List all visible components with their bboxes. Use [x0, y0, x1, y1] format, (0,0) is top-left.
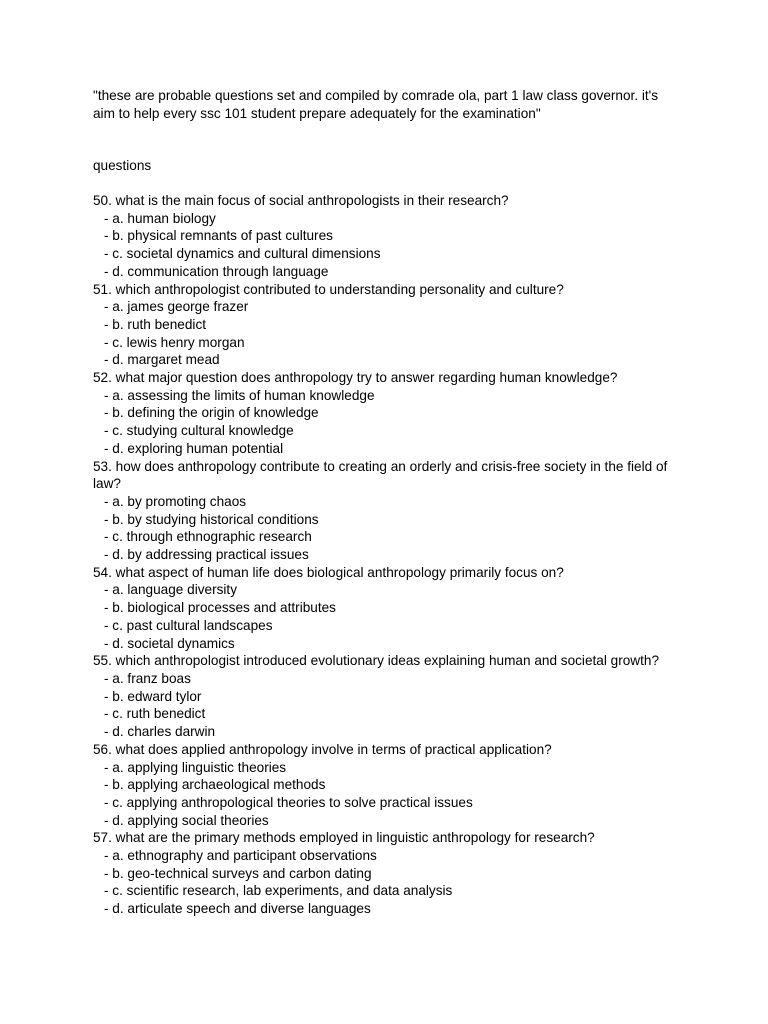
question-text: 57. what are the primary methods employed in linguistic anthropology for research? [93, 830, 595, 846]
question-text: 53. how does anthropology contribute to creating an orderly and crisis-free society in the field of law? [93, 458, 668, 492]
question-52 [93, 369, 673, 458]
option-d: - d. margaret mead [104, 352, 220, 368]
option-b: - b. applying archaeological methods [104, 777, 326, 793]
question-text: 56. what does applied anthropology involve in terms of practical application? [93, 741, 552, 757]
option-b: - b. defining the origin of knowledge [104, 405, 319, 421]
option-a: - a. applying linguistic theories [104, 759, 287, 775]
option-b: - b. physical remnants of past cultures [104, 228, 333, 244]
question-50 [93, 192, 673, 281]
question-56 [93, 741, 673, 830]
option-b: - b. ruth benedict [104, 316, 207, 332]
questions-heading: questions [93, 158, 152, 173]
option-c: - c. past cultural landscapes [104, 617, 273, 633]
option-b: - b. edward tylor [104, 688, 202, 704]
question-text: 51. which anthropologist contributed to understanding personality and culture? [93, 281, 564, 297]
option-a: - a. franz boas [104, 670, 191, 686]
option-d: - d. articulate speech and diverse languages [104, 901, 371, 917]
question-text: 52. what major question does anthropology try to answer regarding human knowledge? [93, 370, 618, 386]
question-text: 54. what aspect of human life does biological anthropology primarily focus on? [93, 564, 564, 580]
question-55 [93, 652, 673, 741]
option-d: - d. societal dynamics [104, 635, 235, 651]
option-c: - c. through ethnographic research [104, 529, 312, 545]
intro-paragraph: "these are probable questions set and compiled by comrade ola, part 1 law class governor. it's aim to help every ssc 101 student prepare adequately for the examination" [93, 88, 659, 121]
option-a: - a. assessing the limits of human knowledge [104, 387, 375, 403]
option-b: - b. by studying historical conditions [104, 511, 319, 527]
question-list [93, 192, 673, 918]
question-53 [93, 458, 673, 564]
option-c: - c. societal dynamics and cultural dimensions [104, 246, 381, 262]
question-text: 55. which anthropologist introduced evolutionary ideas explaining human and societal growth? [93, 653, 660, 669]
option-c: - c. ruth benedict [104, 706, 206, 722]
option-c: - c. applying anthropological theories to solve practical issues [104, 794, 473, 810]
option-a: - a. language diversity [104, 582, 237, 598]
option-a: - a. by promoting chaos [104, 493, 247, 509]
question-57 [93, 829, 673, 918]
option-c: - c. studying cultural knowledge [104, 423, 294, 439]
option-a: - a. james george frazer [104, 299, 249, 315]
question-51 [93, 281, 673, 370]
option-d: - d. applying social theories [104, 812, 269, 828]
option-d: - d. charles darwin [104, 724, 216, 740]
option-d: - d. communication through language [104, 263, 329, 279]
option-d: - d. by addressing practical issues [104, 547, 309, 563]
option-b: - b. geo-technical surveys and carbon dating [104, 865, 372, 881]
option-a: - a. human biology [104, 210, 216, 226]
option-b: - b. biological processes and attributes [104, 600, 336, 616]
option-c: - c. lewis henry morgan [104, 334, 245, 350]
option-a: - a. ethnography and participant observations [104, 848, 377, 864]
option-d: - d. exploring human potential [104, 440, 284, 456]
option-c: - c. scientific research, lab experiments, and data analysis [104, 883, 453, 899]
question-54 [93, 564, 673, 653]
question-text: 50. what is the main focus of social anthropologists in their research? [93, 193, 509, 208]
